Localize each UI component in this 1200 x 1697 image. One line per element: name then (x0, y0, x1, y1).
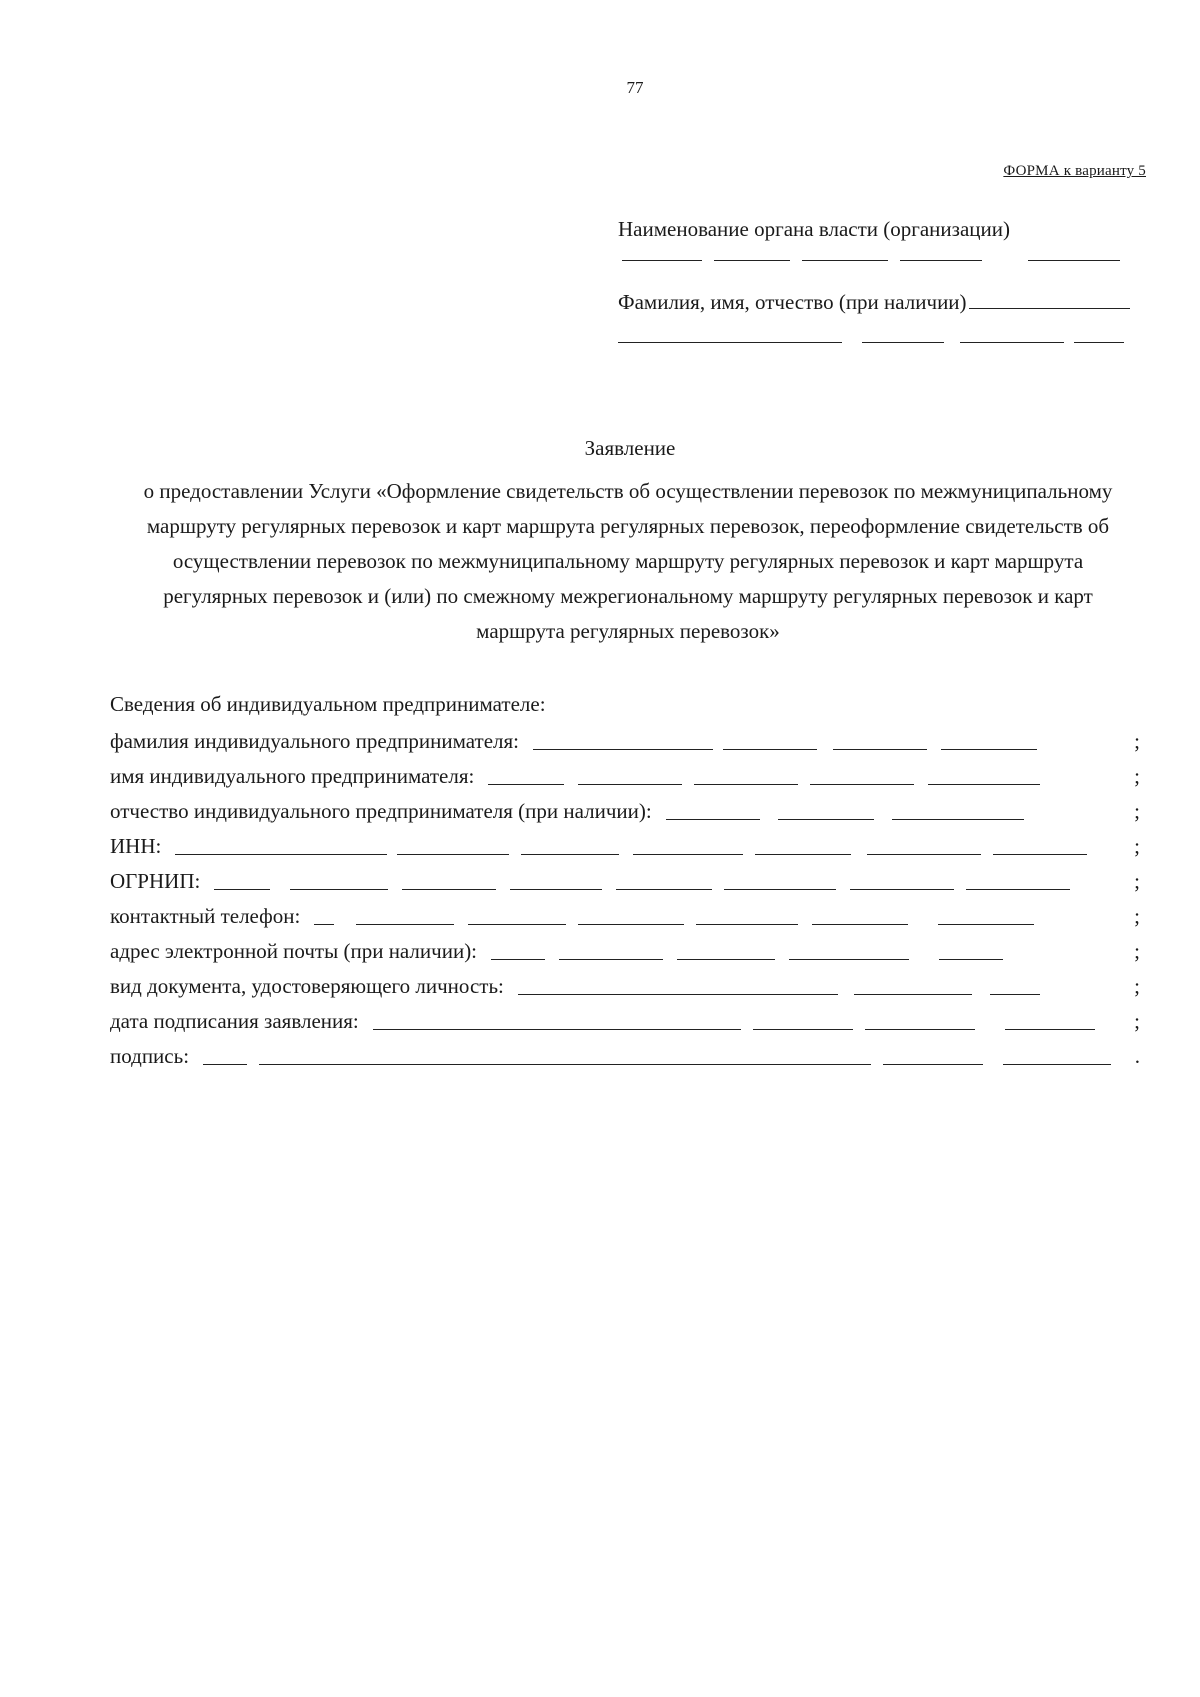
field-label: ИНН: (110, 834, 162, 858)
field-end-punct: ; (1134, 799, 1140, 823)
page-number: 77 (626, 78, 644, 97)
field-row (110, 931, 1140, 966)
field-end-punct: ; (1134, 939, 1140, 963)
field-blank[interactable] (314, 901, 1126, 931)
field-label: фамилия индивидуального предпринимателя: (110, 729, 519, 753)
field-label: имя индивидуального предпринимателя: (110, 764, 475, 788)
fio-blank-line[interactable] (618, 325, 1130, 353)
field-blank[interactable] (491, 936, 1126, 966)
field-label: подпись: (110, 1044, 190, 1068)
field-label: ОГРНИП: (110, 869, 201, 893)
field-row (110, 1001, 1140, 1036)
field-row (110, 791, 1140, 826)
field-end-punct: ; (1134, 904, 1140, 928)
document-title: Заявление (584, 436, 676, 460)
field-label: адрес электронной почты (при наличии): (110, 939, 478, 963)
document-subtitle: о предоставлении Услуги «Оформление свидетельств об осуществлении перевозок по межмуниципальному маршруту регулярных перевозок и карт маршрута регулярных перевозок, переоформление свидетельств об осуществлении перевозок по межмуниципальному маршруту регулярных перевозок и карт маршрута регулярных перевозок и (или) по смежному межрегиональному маршруту регулярных перевозок и карт маршрута регулярных перевозок» (143, 479, 1113, 643)
field-row (110, 896, 1140, 931)
field-row (110, 861, 1140, 896)
field-row (110, 966, 1140, 1001)
field-label: вид документа, удостоверяющего личность: (110, 974, 504, 998)
field-blank[interactable] (488, 761, 1126, 791)
field-blank[interactable] (533, 726, 1126, 756)
field-label: дата подписания заявления: (110, 1009, 359, 1033)
field-end-punct: ; (1134, 1009, 1140, 1033)
field-row (110, 826, 1140, 861)
field-label: контактный телефон: (110, 904, 301, 928)
field-blank[interactable] (214, 866, 1126, 896)
field-end-punct: ; (1134, 869, 1140, 893)
entrepreneur-fields (110, 688, 1140, 1071)
authority-blank-line[interactable] (618, 243, 1130, 271)
field-blank[interactable] (518, 971, 1126, 1001)
fio-blank[interactable] (969, 308, 1130, 309)
field-blank[interactable] (203, 1041, 1126, 1071)
field-end-punct: ; (1134, 729, 1140, 753)
authority-label: Наименование органа власти (организации) (618, 217, 1010, 241)
field-row (110, 721, 1140, 756)
field-blank[interactable] (666, 796, 1126, 826)
field-label: отчество индивидуального предпринимателя (при наличии): (110, 799, 652, 823)
field-row (110, 1036, 1140, 1071)
field-row (110, 756, 1140, 791)
field-end-punct: ; (1134, 974, 1140, 998)
field-blank[interactable] (175, 831, 1126, 861)
field-blank[interactable] (373, 1006, 1126, 1036)
field-end-punct: . (1134, 1044, 1140, 1068)
field-end-punct: ; (1134, 764, 1140, 788)
fio-label: Фамилия, имя, отчество (при наличии) (618, 290, 967, 314)
addressee-block (618, 215, 1130, 353)
field-end-punct: ; (1134, 834, 1140, 858)
fio-line (618, 285, 1130, 315)
section-heading: Сведения об индивидуальном предпринимателе: (110, 692, 546, 716)
form-variant-label: ФОРМА к варианту 5 (1003, 163, 1146, 179)
